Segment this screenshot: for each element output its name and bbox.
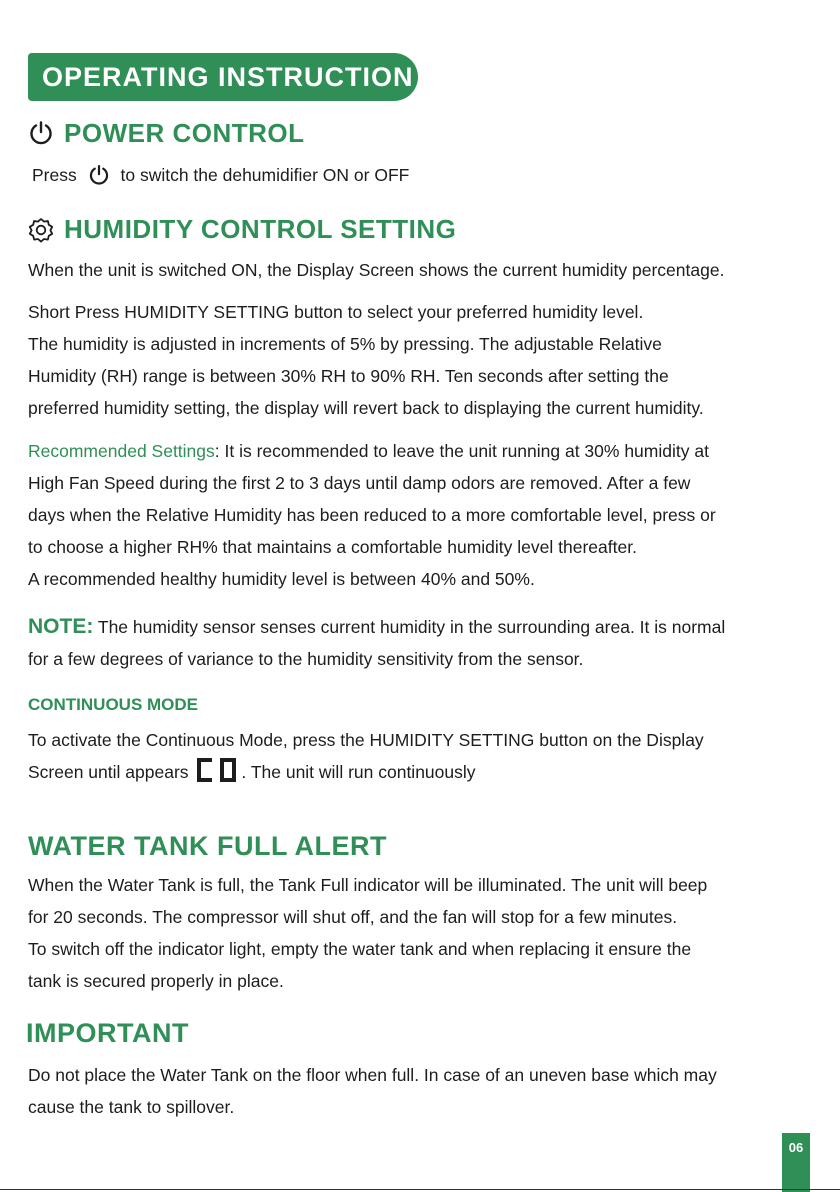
continuous-line-2-end: . The unit will run continuously <box>241 762 476 782</box>
continuous-mode-text <box>28 724 704 794</box>
important-line: Do not place the Water Tank on the floor when full. In case of an uneven base which may <box>28 1065 717 1085</box>
seven-segment-co-glyph <box>195 756 239 794</box>
recommended-line: to choose a higher RH% that maintains a comfortable humidity level thereafter. <box>28 537 637 557</box>
section-banner <box>28 53 418 101</box>
power-instruction <box>32 159 409 196</box>
note-label: NOTE: <box>28 615 94 638</box>
continuous-line-2-start: Screen until appears <box>28 762 189 782</box>
bottom-divider <box>0 1189 840 1190</box>
note-text: The humidity sensor senses current humidity in the surrounding area. It is normal <box>93 617 726 637</box>
recommended-settings <box>28 435 716 595</box>
recommended-text: : It is recommended to leave the unit running at 30% humidity at <box>214 441 709 461</box>
page-number: 06 <box>782 1133 810 1192</box>
humidity-intro: When the unit is switched ON, the Display Screen shows the current humidity percentage. <box>28 260 725 280</box>
power-instruction-text: to switch the dehumidifier ON or OFF <box>120 165 410 185</box>
power-control-heading: POWER CONTROL <box>64 118 305 148</box>
humidity-description-line: Short Press HUMIDITY SETTING button to select your preferred humidity level. <box>28 302 644 322</box>
continuous-line: To activate the Continuous Mode, press the HUMIDITY SETTING button on the Display <box>28 730 704 750</box>
important-text <box>28 1059 717 1123</box>
gear-icon <box>27 216 55 244</box>
continuous-mode-heading: CONTINUOUS MODE <box>28 695 198 714</box>
humidity-description-line: The humidity is adjusted in increments of 5% by pressing. The adjustable Relative <box>28 334 662 354</box>
water-tank-line: for 20 seconds. The compressor will shut off, and the fan will stop for a few minutes. <box>28 907 678 927</box>
note-second-line: for a few degrees of variance to the humidity sensitivity from the sensor. <box>28 649 584 669</box>
important-heading: IMPORTANT <box>26 1018 189 1048</box>
power-icon <box>28 120 54 146</box>
banner-title: OPERATING INSTRUCTION <box>42 61 414 92</box>
note-paragraph <box>28 611 725 675</box>
power-icon <box>88 164 110 196</box>
important-line: cause the tank to spillover. <box>28 1097 235 1117</box>
recommended-first-line <box>28 435 716 467</box>
recommended-line: High Fan Speed during the first 2 to 3 days until damp odors are removed. After a few <box>28 473 691 493</box>
water-tank-text <box>28 869 707 997</box>
water-tank-heading: WATER TANK FULL ALERT <box>28 831 387 861</box>
water-tank-line: tank is secured properly in place. <box>28 971 284 991</box>
water-tank-line: When the Water Tank is full, the Tank Full indicator will be illuminated. The unit will beep <box>28 875 708 895</box>
humidity-description-line: Humidity (RH) range is between 30% RH to 90% RH. Ten seconds after setting the <box>28 366 669 386</box>
recommended-label: Recommended Settings <box>28 441 215 461</box>
humidity-description <box>28 296 704 424</box>
recommended-line: A recommended healthy humidity level is between 40% and 50%. <box>28 569 535 589</box>
recommended-line: days when the Relative Humidity has been reduced to a more comfortable level, press or <box>28 505 716 525</box>
humidity-description-line: preferred humidity setting, the display will revert back to displaying the current humidity. <box>28 398 704 418</box>
press-label: Press <box>32 165 77 185</box>
humidity-control-heading: HUMIDITY CONTROL SETTING <box>64 214 457 244</box>
note-first-line <box>28 611 725 643</box>
water-tank-line: To switch off the indicator light, empty the water tank and when replacing it ensure the <box>28 939 692 959</box>
continuous-line-2 <box>28 756 704 794</box>
